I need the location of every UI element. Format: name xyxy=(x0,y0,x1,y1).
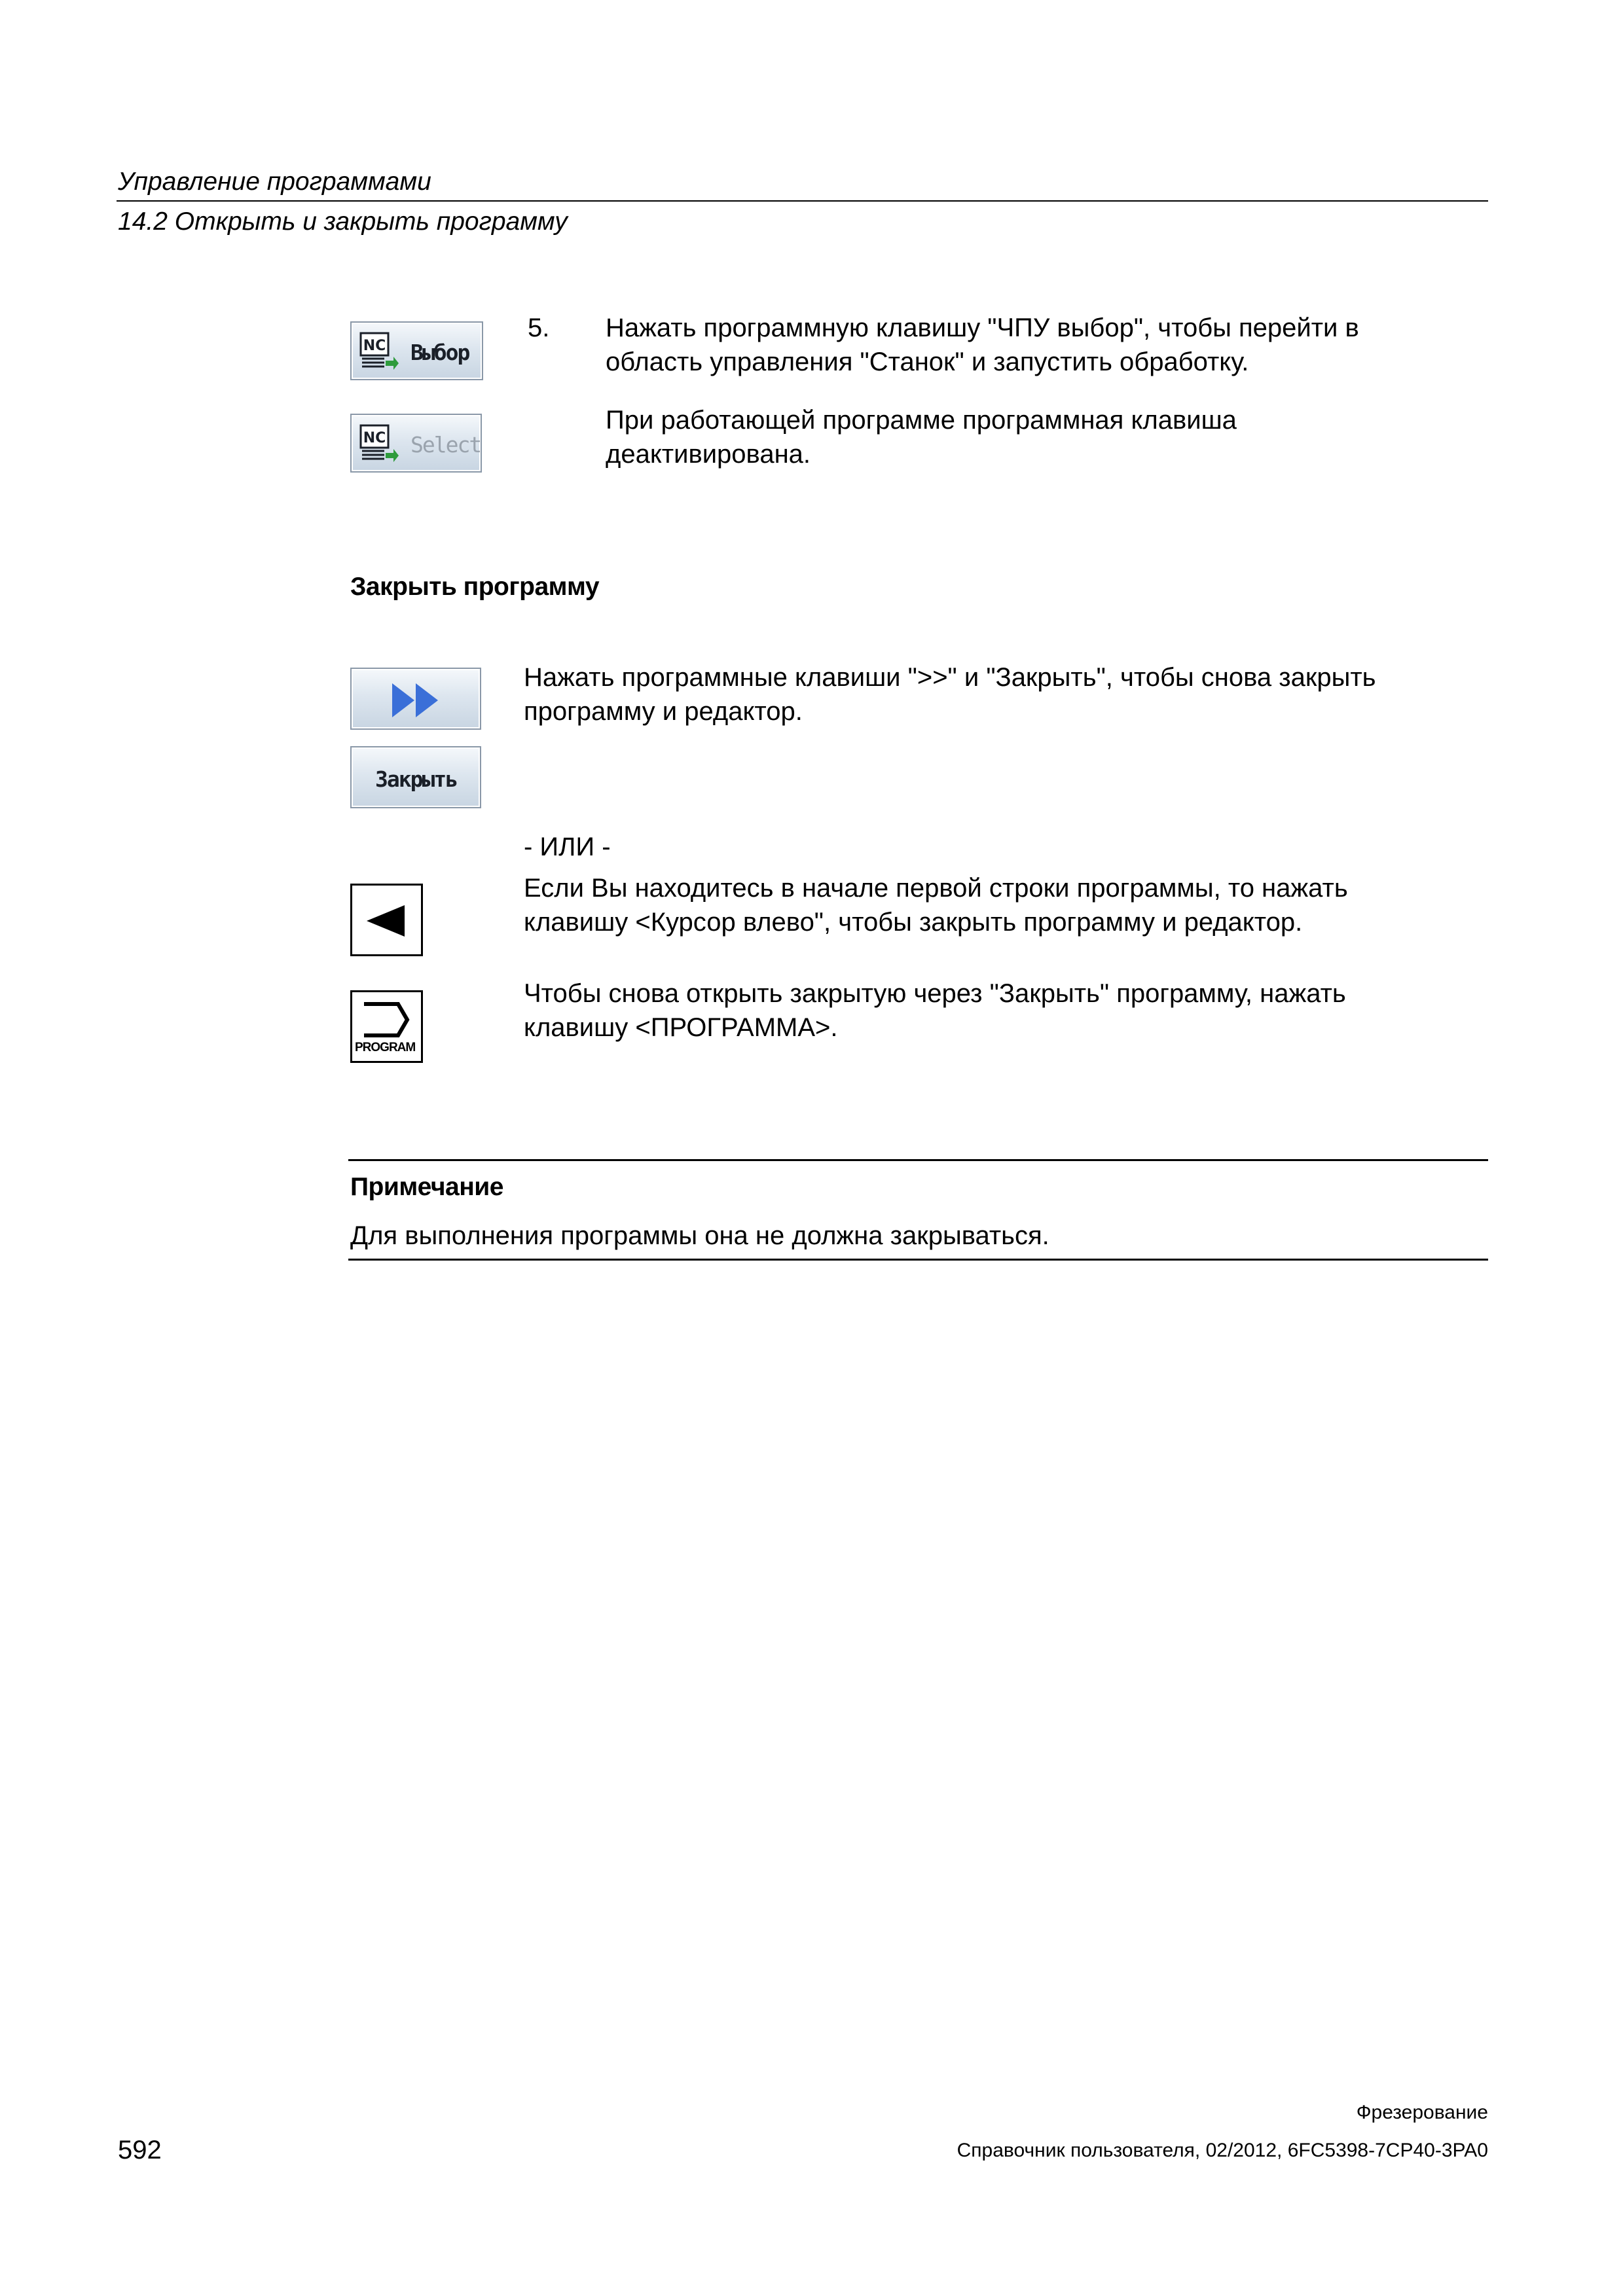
close-text-line2: программу и редактор. xyxy=(524,697,803,726)
svg-text:NC: NC xyxy=(363,338,386,354)
cursor-text-line1: Если Вы находитесь в начале первой строки программы, то нажать xyxy=(524,874,1348,903)
step5-text-line1: Нажать программную клавишу "ЧПУ выбор", чтобы перейти в xyxy=(606,314,1359,342)
header-rule xyxy=(117,200,1488,202)
chapter-title: Управление программами xyxy=(118,168,431,196)
close-program-heading: Закрыть программу xyxy=(350,573,600,601)
section-title: 14.2 Открыть и закрыть программу xyxy=(118,207,568,236)
program-key-label: PROGRAM xyxy=(355,1041,416,1054)
page-number: 592 xyxy=(118,2136,162,2164)
note-text: Для выполнения программы она не должна закрываться. xyxy=(350,1221,1049,1250)
step5-text-line2: область управления "Станок" и запустить обработку. xyxy=(606,348,1249,376)
note-heading: Примечание xyxy=(350,1173,503,1201)
reopen-text-line1: Чтобы снова открыть закрытую через "Закрыть" программу, нажать xyxy=(524,979,1346,1008)
close-softkey[interactable] xyxy=(350,746,481,808)
step5-note-line2: деактивирована. xyxy=(606,440,811,469)
nc-select-label: Выбор xyxy=(410,340,469,365)
close-softkey-label: Закрыть xyxy=(375,766,458,792)
note-bottom-rule xyxy=(348,1259,1488,1261)
nc-select-disabled-icon xyxy=(359,424,399,462)
nc-select-softkey[interactable] xyxy=(350,321,483,380)
footer-manual-info: Справочник пользователя, 02/2012, 6FC5398-7CP40-3PA0 xyxy=(957,2140,1488,2161)
cursor-left-key[interactable] xyxy=(350,884,423,956)
program-key[interactable] xyxy=(350,990,423,1063)
footer-book-title: Фрезерование xyxy=(1356,2102,1488,2123)
note-top-rule xyxy=(348,1159,1488,1161)
step5-note-line1: При работающей программе программная клавиша xyxy=(606,406,1237,435)
reopen-text-line2: клавишу <ПРОГРАММА>. xyxy=(524,1013,838,1042)
arrow-left-icon xyxy=(367,905,406,937)
nc-select-softkey-disabled xyxy=(350,414,482,473)
nc-select-disabled-label: Select xyxy=(410,432,481,457)
nc-select-icon xyxy=(359,332,399,370)
forward-softkey[interactable] xyxy=(350,668,481,730)
program-key-icon xyxy=(361,1000,414,1039)
cursor-text-line2: клавишу <Курсор влево", чтобы закрыть программу и редактор. xyxy=(524,908,1303,937)
step-number: 5. xyxy=(528,314,550,342)
close-text-line1: Нажать программные клавиши ">>" и "Закрыть", чтобы снова закрыть xyxy=(524,663,1376,692)
or-separator: - ИЛИ - xyxy=(524,833,611,861)
svg-text:NC: NC xyxy=(363,430,386,446)
double-arrow-right-icon xyxy=(390,681,445,720)
